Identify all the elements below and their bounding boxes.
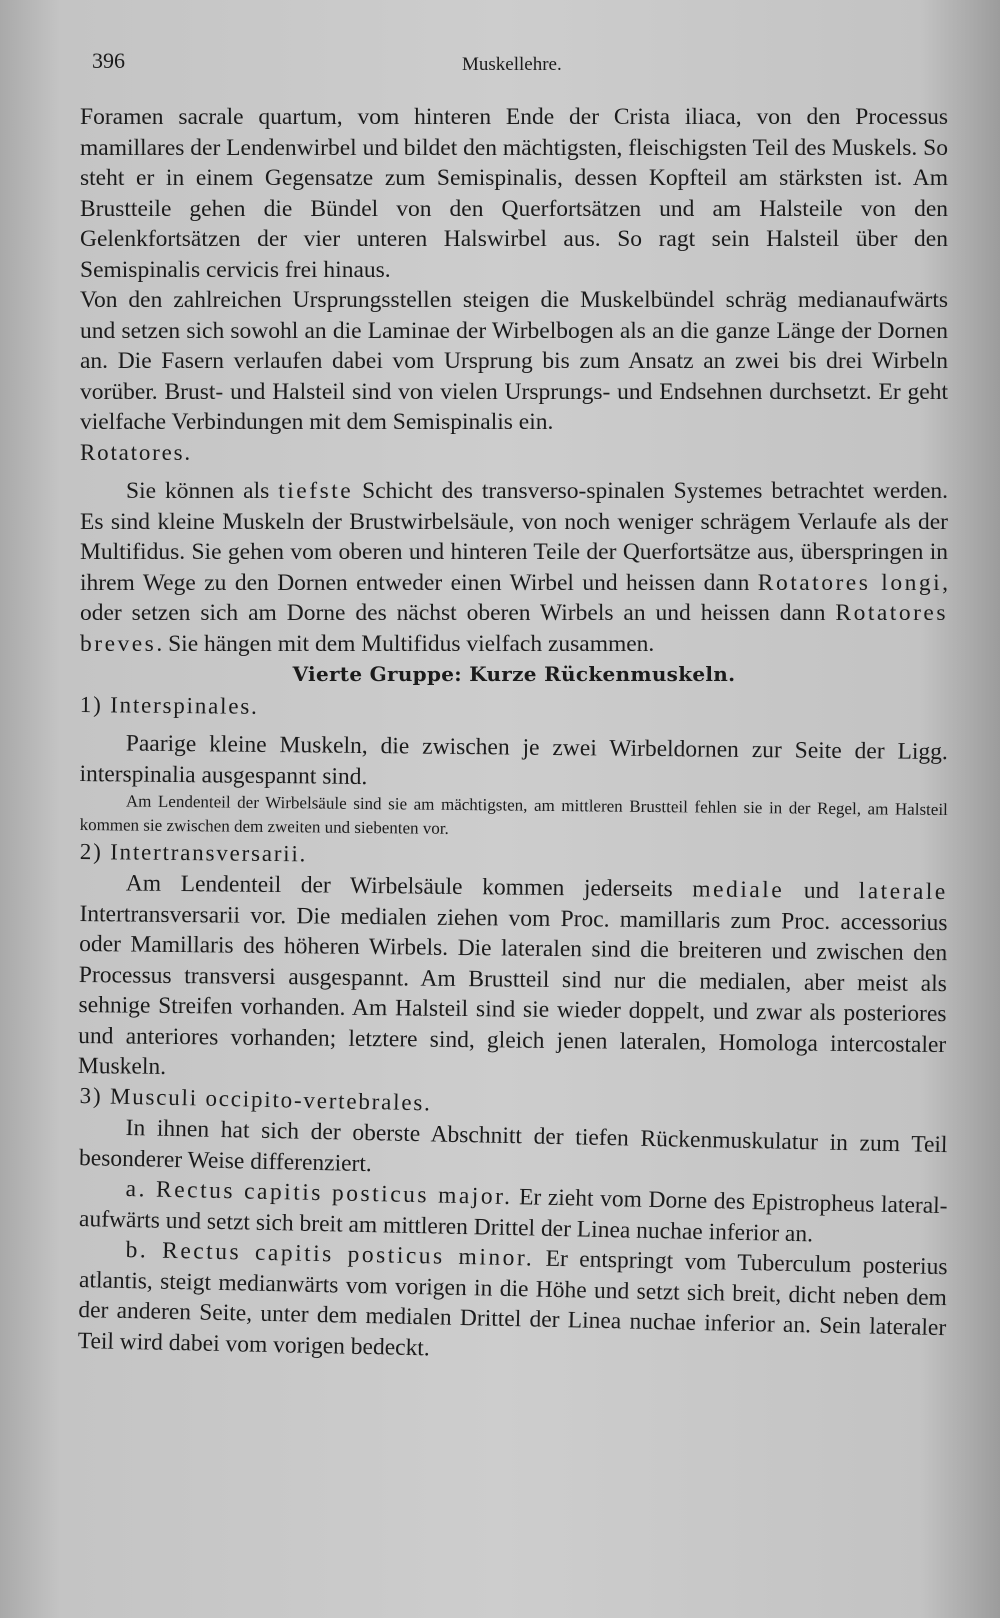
body-text (77, 102, 948, 1361)
paragraph-rotatores: Sie können als tiefste Schicht des transverso-spinalen Systemes betrachtet werden. Es sind kleine Muskeln der Brustwirbelsäule, von noch weniger schrägem Verlaufe als der Multifidus. Sie gehen vom oberen und hinteren Teile der Querfortsätze aus, überspringen in ihrem Wege zu den Dornen entweder einen Wirbel und heissen dann Rotatores longi, oder setzen sich am Dorne des nächst oberen Wirbels an und heissen dann Rotatores breves. Sie hängen mit dem Multifidus vielfach zusammen. (80, 478, 948, 657)
paragraph-multifidus-origin: Foramen sacrale quartum, vom hinteren Ende der Crista iliaca, von den Processus mamillares der Lendenwirbel und bildet den mächtigsten, fleischigsten Teil des Muskels. So steht er in einem Gegensatze zum Semispinalis, dessen Kopfteil am stärksten ist. Am Brustteile gehen die Bündel von den Querfortsätzen und am Halsteile von den Gelenkfortsätzen der vier unteren Halswirbel aus. So ragt sein Halsteil über den Semispinalis cervicis frei hinaus. (80, 104, 948, 283)
section-heading-intertransversarii: 2) Intertransversarii. (79, 838, 308, 867)
section-heading-rotatores: Rotatores. (80, 439, 192, 465)
term-rotatores-longi: Rotatores longi (757, 569, 943, 596)
paragraph-occipito-vertebrales: In ihnen hat sich der oberste Abschnitt der tiefen Rückenmuskulatur in zum Teil besonderer Weise differenziert. (78, 1114, 948, 1177)
paragraph-interspinales: Paarige kleine Muskeln, die zwischen je zwei Wirbeldornen zur Seite der Ligg. interspinalia ausgespannt sind. (79, 730, 948, 790)
running-head: Muskellehre. (462, 54, 562, 75)
paragraph-rectus-minor: b. Rectus capitis posticus minor. Er entspringt vom Tuberculum posterius atlantis, steigt medianwärts vom vorigen in die Höhe und setzt sich breit, dicht neben dem der anderen Seite, unter dem medialen Drittel der Linea nuchae inferior an. Sein lateraler Teil wird dabei vom vorigen bedeckt. (77, 1236, 948, 1361)
note-interspinales: Am Lendenteil der Wirbelsäule sind sie am mächtigsten, am mittleren Brustteil fehlen sie in der Regel, am Halsteil kommen sie zwischen dem zweiten und siebenten vor. (79, 791, 948, 838)
paragraph-multifidus-course: Von den zahlreichen Ursprungsstellen steigen die Muskelbündel schräg medianaufwärts und setzen sich sowohl an die Laminae der Wirbelbogen als an die ganze Länge der Dornen an. Die Fasern verlaufen dabei vom Ursprung bis zum Ansatz an zwei bis drei Wirbeln vorüber. Brust- und Halsteil sind von vielen Ursprungs- und Endsehnen durchsetzt. Er geht vielfache Verbindungen mit dem Semispinalis ein. (80, 287, 948, 435)
emph-tiefste: tiefste (278, 478, 354, 504)
term-rectus-major: a. Rectus capitis posticus major. (125, 1175, 513, 1210)
term-mediale: mediale (692, 875, 785, 903)
term-rotatores-breves: Rotatores breves (80, 600, 948, 657)
group-heading: Vierte Gruppe: Kurze Rückenmuskeln. (292, 662, 736, 686)
paragraph-rectus-major: a. Rectus capitis posticus major. Er zieht vom Dorne des Epistropheus lateral-aufwärts und setzt sich breit am mittleren Drittel der Linea nuchae inferior an. (78, 1175, 948, 1247)
section-heading-interspinales: 1) Interspinales. (79, 691, 259, 719)
page-number: 396 (92, 48, 125, 73)
term-rectus-minor: b. Rectus capitis posticus minor. (125, 1236, 535, 1272)
section-heading-occipito-vertebrales: 3) Musculi occipito-vertebrales. (79, 1082, 432, 1116)
page-header (92, 48, 952, 78)
paragraph-intertransversarii: Am Lendenteil der Wirbelsäule kommen jederseits mediale und laterale Intertransversarii vor. Die medialen ziehen vom Proc. mamillaris zum Proc. accessorius oder Mamillaris des höheren Wirbels. Die lateralen sind die breiteren und zwischen den Processus transversi ausgespannt. Am Brustteil sind nur die medialen, aber meist als sehnige Streifen vorhanden. Am Halsteil sind sie wieder doppelt, und zwar als posteriores und anteriores vorhanden; letztere sind, gleich jenen lateralen, Homologa intercostaler Muskeln. (77, 869, 948, 1080)
term-laterale: laterale (858, 877, 948, 905)
